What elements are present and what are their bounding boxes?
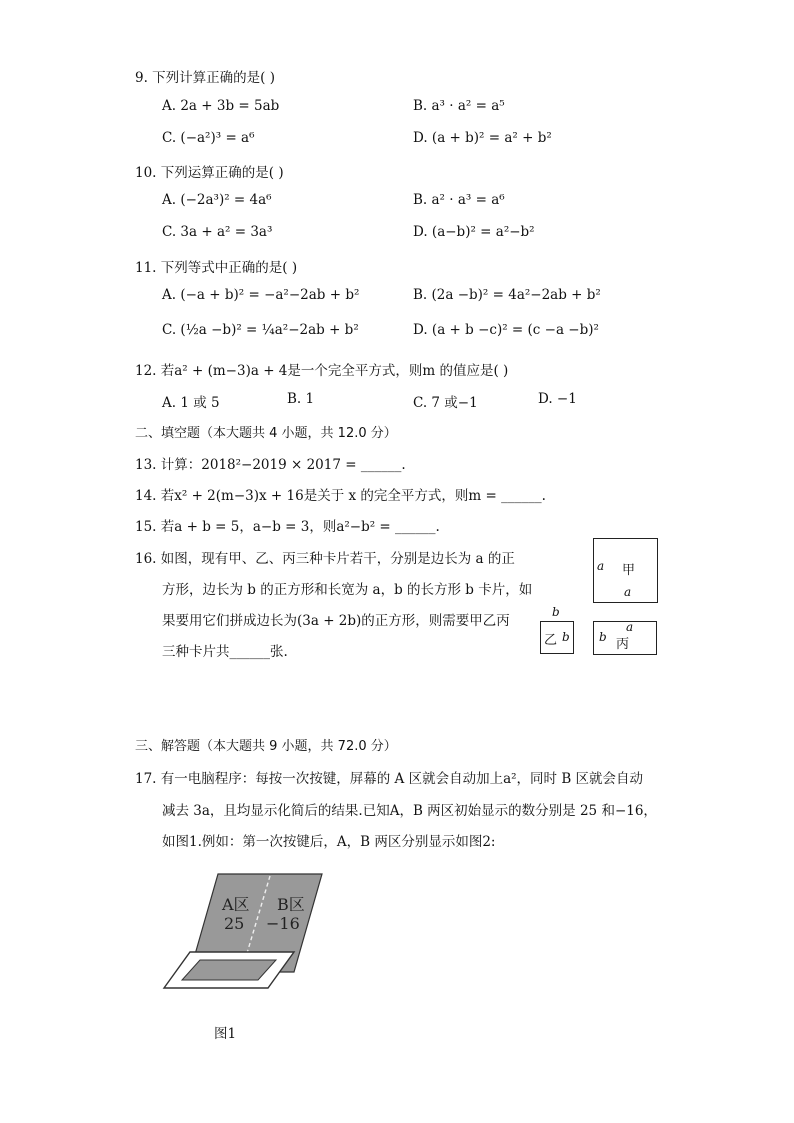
q9-stem: 9. 下列计算正确的是( ) (135, 70, 275, 86)
card-yi-side-b: b (562, 630, 570, 644)
q12-option-d: D. −1 (538, 391, 577, 407)
card-yi-top-b: b (552, 605, 560, 619)
section-heading-fill-in: 二、填空题（本大题共 4 小题，共 12.0 分） (135, 426, 397, 441)
figure-1-computer (160, 868, 330, 998)
region-a-value: 25 (224, 914, 245, 933)
q12-stem: 12. 若a² + (m−3)a + 4是一个完全平方式，则m 的值应是( ) (135, 363, 509, 379)
region-b-value: −16 (266, 914, 300, 933)
q9-option-c: C. (−a²)³ = a⁶ (162, 130, 255, 146)
q16-line-4: 三种卡片共______张. (162, 644, 288, 660)
q16-line-1: 16. 如图，现有甲、乙、丙三种卡片若干，分别是边长为 a 的正 (135, 551, 515, 567)
region-a-label: A区 (222, 895, 250, 914)
card-jia-square (593, 538, 658, 603)
card-jia-label: 甲 (622, 563, 636, 578)
q10-option-a: A. (−2a³)² = 4a⁶ (162, 192, 272, 208)
card-jia-side-a: a (597, 559, 605, 573)
q10-stem: 10. 下列运算正确的是( ) (135, 165, 284, 181)
card-bing-side-b: b (599, 630, 607, 644)
q11-option-b: B. (2a −b)² = 4a²−2ab + b² (413, 287, 601, 303)
q9-option-a: A. 2a + 3b = 5ab (162, 98, 280, 114)
q14: 14. 若x² + 2(m−3)x + 16是关于 x 的完全平方式，则m = ______. (135, 488, 546, 504)
q13: 13. 计算：2018²−2019 × 2017 = ______. (135, 457, 406, 473)
q12-option-a: A. 1 或 5 (162, 395, 220, 411)
card-jia-bottom-a: a (624, 585, 632, 599)
region-b-label: B区 (277, 895, 305, 914)
figure-1-caption: 图1 (214, 1026, 237, 1042)
q17-line-3: 如图1.例如：第一次按键后，A，B 两区分别显示如图2: (162, 834, 496, 850)
q11-stem: 11. 下列等式中正确的是( ) (135, 260, 298, 276)
card-bing-side-a: a (626, 620, 634, 634)
q17-line-2: 减去 3a，且均显示化简后的结果.已知A，B 两区初始显示的数分别是 25 和−16， (162, 803, 657, 819)
q9-option-b: B. a³ · a² = a⁵ (413, 98, 505, 114)
section-heading-answer: 三、解答题（本大题共 9 小题，共 72.0 分） (135, 739, 397, 754)
q17-line-1: 17. 有一电脑程序：每按一次按键，屏幕的 A 区就会自动加上a²，同时 B 区就会自动 (135, 771, 644, 787)
q15: 15. 若a + b = 5，a−b = 3，则a²−b² = ______. (135, 519, 440, 535)
card-yi-square (540, 621, 574, 654)
q12-option-c: C. 7 或−1 (413, 395, 478, 411)
q12-option-b: B. 1 (287, 391, 315, 407)
card-yi-label: 乙 (544, 633, 558, 648)
q10-option-d: D. (a−b)² = a²−b² (413, 224, 535, 240)
card-bing-rectangle (593, 621, 657, 655)
q16-line-3: 果要用它们拼成边长为(3a + 2b)的正方形，则需要甲乙丙 (162, 613, 510, 629)
q16-line-2: 方形，边长为 b 的正方形和长宽为 a，b 的长方形 b 卡片，如 (162, 582, 533, 598)
q11-option-a: A. (−a + b)² = −a²−2ab + b² (162, 287, 360, 303)
card-bing-label: 丙 (616, 637, 630, 652)
q10-option-c: C. 3a + a² = 3a³ (162, 224, 273, 240)
q11-option-d: D. (a + b −c)² = (c −a −b)² (413, 322, 599, 338)
q11-option-c: C. (½a −b)² = ¼a²−2ab + b² (162, 322, 359, 338)
q9-option-d: D. (a + b)² = a² + b² (413, 130, 552, 146)
q10-option-b: B. a² · a³ = a⁶ (413, 192, 505, 208)
